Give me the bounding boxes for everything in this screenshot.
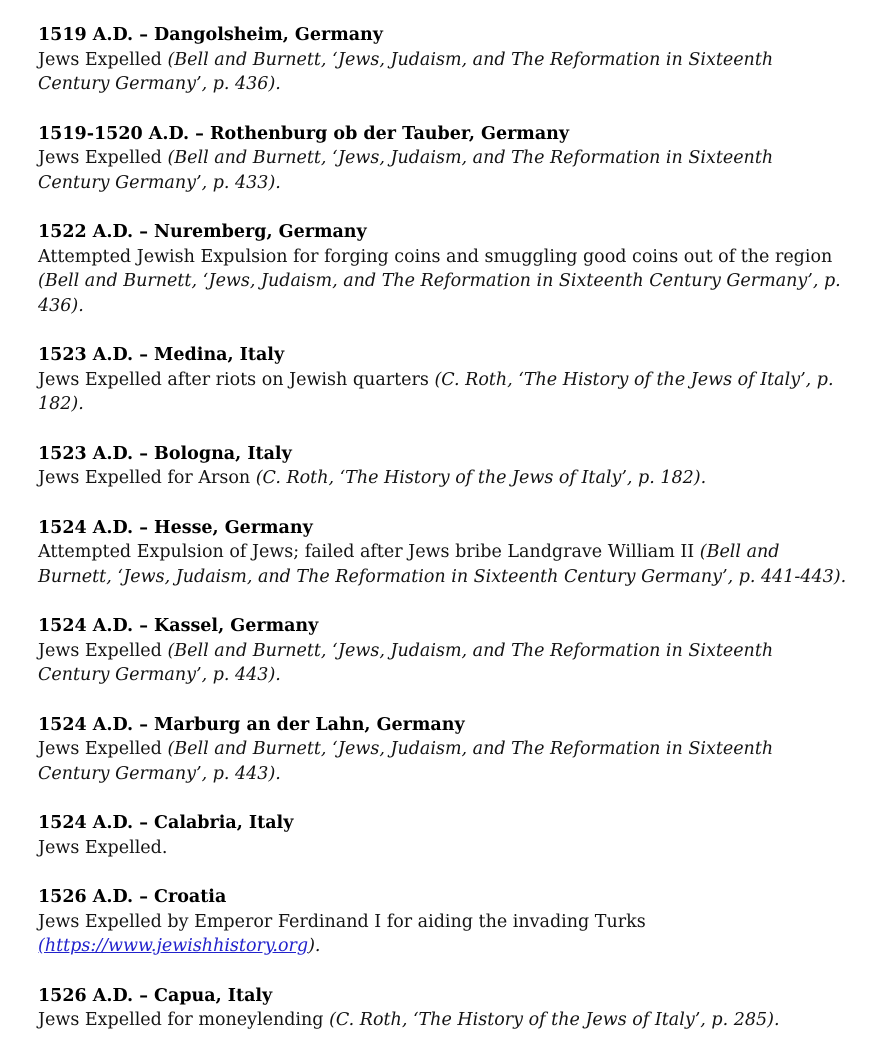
entry-description: Jews Expelled for moneylending bbox=[38, 1010, 324, 1030]
entry-description: Jews Expelled bbox=[38, 148, 162, 168]
entry-citation: (Bell and Burnett, ‘Jews, Judaism, and The Reformation in Sixteenth Century Germany’, p. 441-443). bbox=[38, 542, 847, 587]
timeline-entry bbox=[38, 984, 847, 1033]
entry-citation: (C. Roth, ‘The History of the Jews of Italy’, p. 182). bbox=[38, 369, 834, 414]
timeline-entry bbox=[38, 811, 847, 860]
entry-heading: 1524 A.D. – Marburg an der Lahn, Germany bbox=[38, 714, 465, 735]
timeline-entry bbox=[38, 885, 847, 959]
timeline-entry bbox=[38, 343, 847, 417]
entry-citation: (C. Roth, ‘The History of the Jews of Italy’, p. 285). bbox=[329, 1010, 780, 1030]
entry-description: Jews Expelled bbox=[38, 49, 162, 70]
timeline-entry bbox=[38, 220, 847, 318]
entry-citation: (Bell and Burnett, ‘Jews, Judaism, and The Reformation in Sixteenth Century Germany’, p. 443). bbox=[38, 640, 774, 685]
entry-heading: 1522 A.D. – Nuremberg, Germany bbox=[38, 222, 367, 242]
entry-description: Jews Expelled after riots on Jewish quarters bbox=[38, 369, 429, 390]
entry-description: Jews Expelled for Arson bbox=[38, 468, 251, 488]
entry-heading: 1523 A.D. – Bologna, Italy bbox=[38, 443, 292, 464]
timeline-entry bbox=[38, 122, 847, 196]
entry-body bbox=[38, 540, 847, 589]
entry-citation: (C. Roth, ‘The History of the Jews of Italy’, p. 182). bbox=[255, 468, 707, 488]
entry-body bbox=[38, 146, 847, 195]
entry-heading: 1526 A.D. – Capua, Italy bbox=[38, 985, 273, 1006]
timeline-entry bbox=[38, 23, 847, 97]
citation-suffix: ). bbox=[308, 936, 321, 956]
timeline-entry bbox=[38, 713, 847, 787]
entry-body bbox=[38, 466, 847, 491]
entry-heading: 1524 A.D. – Calabria, Italy bbox=[38, 813, 294, 833]
entry-body bbox=[38, 368, 847, 417]
entry-citation: (Bell and Burnett, ‘Jews, Judaism, and The Reformation in Sixteenth Century Germany’, p. 436). bbox=[38, 49, 774, 94]
entry-body bbox=[38, 245, 847, 319]
entry-citation: (Bell and Burnett, ‘Jews, Judaism, and The Reformation in Sixteenth Century Germany’, p. 433). bbox=[38, 148, 774, 193]
entry-citation: (Bell and Burnett, ‘Jews, Judaism, and The Reformation in Sixteenth Century Germany’, p. 443). bbox=[38, 739, 774, 784]
entry-heading: 1524 A.D. – Kassel, Germany bbox=[38, 616, 319, 636]
entry-body bbox=[38, 737, 847, 786]
entry-body bbox=[38, 639, 847, 688]
timeline-entry bbox=[38, 516, 847, 590]
entry-description: Attempted Expulsion of Jews; failed after Jews bribe Landgrave William II bbox=[38, 542, 695, 562]
entry-description: Jews Expelled by Emperor Ferdinand I for aiding the invading Turks bbox=[38, 911, 646, 932]
entry-description: Jews Expelled bbox=[38, 739, 162, 759]
timeline-entry bbox=[38, 442, 847, 491]
entry-heading: 1519 A.D. – Dangolsheim, Germany bbox=[38, 25, 383, 45]
timeline-entry bbox=[38, 614, 847, 688]
entry-body bbox=[38, 836, 847, 861]
entry-heading: 1523 A.D. – Medina, Italy bbox=[38, 345, 285, 365]
entry-heading: 1524 A.D. – Hesse, Germany bbox=[38, 517, 313, 538]
entry-description: Attempted Jewish Expulsion for forging coins and smuggling good coins out of the region bbox=[38, 246, 833, 267]
entry-description: Jews Expelled bbox=[38, 640, 162, 661]
entry-body bbox=[38, 48, 847, 97]
entry-citation: (Bell and Burnett, ‘Jews, Judaism, and The Reformation in Sixteenth Century Germany’, p. 436). bbox=[38, 271, 841, 316]
entry-body bbox=[38, 1008, 847, 1033]
entry-body bbox=[38, 910, 847, 959]
jewishhistory-link[interactable]: (https://www.jewishhistory.org bbox=[38, 936, 309, 956]
entry-description: Jews Expelled. bbox=[38, 837, 168, 858]
entry-heading: 1526 A.D. – Croatia bbox=[38, 887, 227, 907]
entry-heading: 1519-1520 A.D. – Rothenburg ob der Tauber, Germany bbox=[38, 123, 570, 144]
